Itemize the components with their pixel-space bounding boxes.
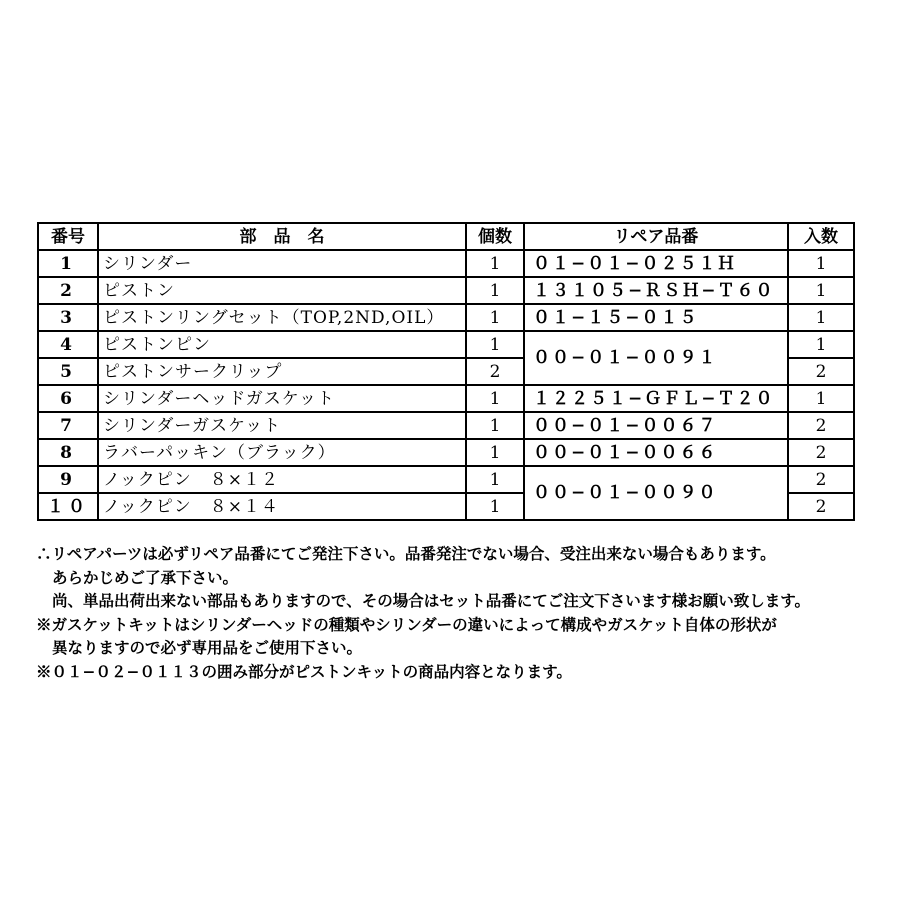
parts-table: [37, 222, 855, 521]
row-name: ピストンリングセット（TOP,2ND,OIL）: [98, 304, 466, 331]
row-qty: 1: [466, 277, 524, 304]
table-row: [38, 385, 854, 412]
row-no: １０: [38, 493, 98, 520]
header-part-no: リペア品番: [524, 223, 788, 250]
note-line: 異なりますので必ず専用品をご使用下さい。: [52, 638, 363, 657]
row-no: 4: [38, 331, 98, 358]
row-pack: 2: [788, 493, 854, 520]
note-line: あらかじめご了承下さい。: [52, 567, 239, 587]
row-part-no: ０１−１５−０１５: [524, 304, 788, 331]
table-row: [38, 304, 854, 331]
row-qty: 1: [466, 385, 524, 412]
row-pack: 1: [788, 331, 854, 358]
row-part-no: ００−０１−００６６: [524, 439, 788, 466]
table-row: [38, 439, 854, 466]
row-qty: 1: [466, 493, 524, 520]
note-line: 尚、単品出荷出来ない部品もありますので、その場合はセット品番にてご注文下さいます様お願い致します。: [52, 591, 810, 610]
row-name: シリンダーヘッドガスケット: [98, 385, 466, 412]
row-name: シリンダーガスケット: [98, 412, 466, 439]
table-row: [38, 277, 854, 304]
row-name: シリンダー: [98, 250, 466, 277]
notes: [36, 542, 886, 683]
row-no: 1: [38, 250, 98, 277]
row-no: 6: [38, 385, 98, 412]
row-name: ピストン: [98, 277, 466, 304]
table-row: [38, 250, 854, 277]
row-qty: 1: [466, 412, 524, 439]
header-no: 番号: [38, 223, 98, 250]
row-name: ノックピン ８×１４: [98, 493, 466, 520]
row-pack: 1: [788, 304, 854, 331]
row-part-no: １２２５１−ＧＦＬ−Ｔ２０: [524, 385, 788, 412]
row-name: ピストンサークリップ: [98, 358, 466, 385]
row-part-no: ００−０１−００９０: [524, 466, 788, 520]
header-name: 部 品 名: [98, 223, 466, 250]
row-name: ノックピン ８×１２: [98, 466, 466, 493]
row-qty: 1: [466, 439, 524, 466]
note-line: ∴リペアパーツは必ずリペア品番にてご発注下さい。品番発注でない場合、受注出来ない場合もあります。: [36, 544, 776, 563]
header-pack: 入数: [788, 223, 854, 250]
row-pack: 1: [788, 385, 854, 412]
row-no: 3: [38, 304, 98, 331]
table-row: [38, 331, 854, 358]
row-pack: 1: [788, 250, 854, 277]
row-part-no: ０１−０１−０２５１Ｈ: [524, 250, 788, 277]
row-no: 2: [38, 277, 98, 304]
note-line: ※０１−０２−０１１３の囲み部分がピストンキットの商品内容となります。: [36, 661, 572, 681]
row-qty: 1: [466, 466, 524, 493]
row-part-no: ００−０１−００６７: [524, 412, 788, 439]
row-qty: 1: [466, 250, 524, 277]
row-pack: 2: [788, 466, 854, 493]
row-pack: 2: [788, 358, 854, 385]
header-qty: 個数: [466, 223, 524, 250]
row-no: 9: [38, 466, 98, 493]
row-qty: 2: [466, 358, 524, 385]
row-pack: 2: [788, 439, 854, 466]
row-qty: 1: [466, 304, 524, 331]
row-qty: 1: [466, 331, 524, 358]
row-pack: 1: [788, 277, 854, 304]
table-row: [38, 466, 854, 493]
row-name: ピストンピン: [98, 331, 466, 358]
note-line: ※ガスケットキットはシリンダーヘッドの種類やシリンダーの違いによって構成やガスケット自体の形状が: [36, 614, 777, 634]
row-name: ラバーパッキン（ブラック）: [98, 439, 466, 466]
row-part-no: ００−０１−００９１: [524, 331, 788, 385]
row-no: 8: [38, 439, 98, 466]
table-header-row: [38, 223, 854, 250]
row-no: 7: [38, 412, 98, 439]
row-pack: 2: [788, 412, 854, 439]
row-no: 5: [38, 358, 98, 385]
table-row: [38, 412, 854, 439]
row-part-no: １３１０５−ＲＳＨ−Ｔ６０: [524, 277, 788, 304]
